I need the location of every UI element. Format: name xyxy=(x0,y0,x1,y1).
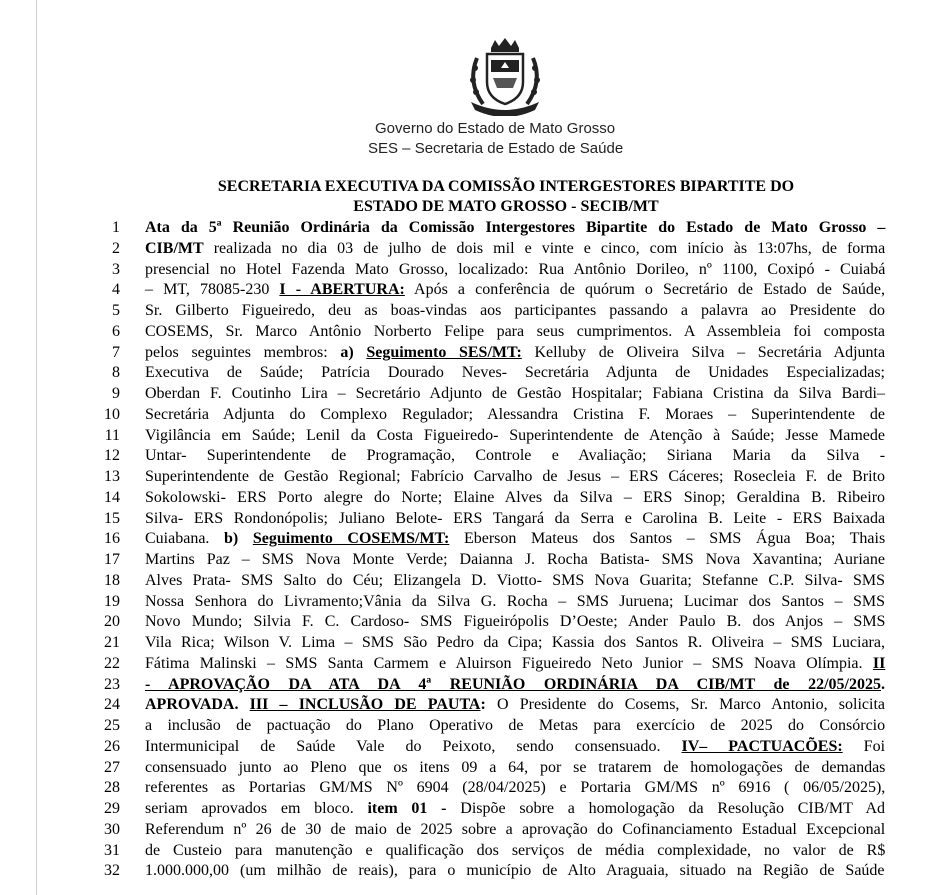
document-line xyxy=(0,695,941,716)
text-run: : xyxy=(480,696,486,714)
document-line xyxy=(0,301,941,322)
text-run: Oberdan F. Coutinho Lira – Secretário Adjunto de Gestão Hospitalar; Fabiana Cristina da Silva Bardi– xyxy=(145,385,885,402)
document-line xyxy=(0,488,941,509)
document-line xyxy=(0,799,941,820)
text-run: Intermunicipal de Saúde Vale do Peixoto, sendo consensuado. xyxy=(145,737,682,755)
document-line xyxy=(0,841,941,862)
text-run: COSEMS, Sr. Marco Antônio Norberto Felipe para seus cumprimentos. A Assembleia foi composta xyxy=(145,322,885,340)
line-number: 28 xyxy=(104,779,120,797)
text-run: Sokolowski- ERS Porto alegre do Norte; Elaine Alves da Silva – ERS Sinop; Geraldina B. Ribeiro xyxy=(145,488,886,506)
line-number: 29 xyxy=(104,800,120,817)
document-line xyxy=(0,260,941,281)
line-number: 10 xyxy=(104,405,120,423)
text-run: Nossa Senhora do Livramento;Vânia da Silva G. Rocha – SMS Juruena; Lucimar dos Santos – SMS xyxy=(145,592,885,610)
text-run xyxy=(354,344,367,361)
line-text xyxy=(145,716,885,736)
document-line xyxy=(0,467,941,488)
document-title-line-1: SECRETARIA EXECUTIVA DA COMISSÃO INTERGESTORES BIPARTITE DO xyxy=(217,178,795,195)
document-header xyxy=(0,0,941,170)
line-text xyxy=(145,467,885,487)
line-number: 24 xyxy=(104,696,120,714)
line-number: 13 xyxy=(104,468,120,485)
text-run: Silva- ERS Rondonópolis; Juliano Belote- ERS Tangará da Serra e Carolina B. Leite - ERS Baixada xyxy=(145,509,886,527)
text-run: Após a conferência de quórum o Secretário de Estado de Saúde, xyxy=(404,281,886,299)
text-run: Sr. Gilberto Figueiredo, deu as boas-vindas aos participantes passando a palavra ao Presidente do xyxy=(145,302,885,319)
line-number: 27 xyxy=(104,758,120,776)
text-run: II xyxy=(872,654,886,672)
line-number: 30 xyxy=(104,820,120,838)
document-line xyxy=(0,571,941,592)
document-line xyxy=(0,384,941,405)
line-text xyxy=(145,550,885,570)
minutes-body xyxy=(0,218,941,882)
document-line xyxy=(0,509,941,530)
line-text xyxy=(145,695,885,715)
line-text xyxy=(145,384,885,404)
document-line xyxy=(0,405,941,426)
document-line xyxy=(0,529,941,550)
line-text xyxy=(145,820,885,840)
text-run: IV– PACTUACÕES: xyxy=(681,737,843,755)
secretariat-name: SES – Secretaria de Estado de Saúde xyxy=(368,140,624,157)
text-run: APROVADA. xyxy=(145,696,250,714)
coat-of-arms-icon xyxy=(463,38,547,116)
line-number: 18 xyxy=(104,571,120,589)
line-number: 21 xyxy=(104,634,120,651)
text-run: Superintendente de Gestão Regional; Fabrício Carvalho de Jesus – ERS Cáceres; Rosecleia F. de Brito xyxy=(145,468,885,485)
line-text xyxy=(145,322,885,342)
line-text xyxy=(145,758,885,778)
text-run: seriam aprovados em bloco. xyxy=(145,800,368,817)
text-run: Seguimento SES/MT: xyxy=(366,343,522,361)
line-number: 32 xyxy=(104,862,120,880)
text-run: Alves Prata- SMS Salto do Céu; Elizangela D. Viotto- SMS Nova Guarita; Stefanne C.P. Silva- SMS xyxy=(145,571,885,589)
text-run: presencial no Hotel Fazenda Mato Grosso, localizado: Rua Antônio Dorileo, nº 1100, Coxipó - Cuiabá xyxy=(145,260,886,278)
text-run: Referendum nº 26 de 30 de maio de 2025 sobre a aprovação do Cofinanciamento Estadual Excepcional xyxy=(145,820,886,838)
line-text xyxy=(145,218,885,238)
line-number: 25 xyxy=(104,717,120,734)
text-run: b) xyxy=(224,530,239,548)
line-number: 9 xyxy=(112,385,120,402)
line-text xyxy=(145,363,885,383)
document-line xyxy=(0,861,941,882)
document-line xyxy=(0,446,941,467)
line-number: 12 xyxy=(104,447,120,465)
text-run: 1.000.000,00 (um milhão de reais), para o município de Alto Araguaia, situado na Região de Saúde xyxy=(145,862,885,880)
line-number: 2 xyxy=(112,239,120,257)
text-run: Foi xyxy=(842,737,886,755)
line-number: 7 xyxy=(112,343,120,361)
line-number: 11 xyxy=(104,426,120,444)
text-run: . xyxy=(881,675,885,693)
text-run: I - ABERTURA: xyxy=(279,281,405,299)
document-line xyxy=(0,633,941,654)
document-line xyxy=(0,820,941,841)
text-run: Martins Paz – SMS Nova Monte Verde; Daianna J. Rocha Batista- SMS Nova Xavantina; Auriane xyxy=(145,551,885,568)
text-run: de Custeio para manutenção e qualificação dos serviços de média complexidade, no valor de R$ xyxy=(145,841,886,859)
document-line xyxy=(0,612,941,633)
text-run: consensuado junto ao Pleno que os itens 09 a 64, por se tratarem de homologações de demandas xyxy=(145,758,886,776)
document-line xyxy=(0,675,941,696)
document-line xyxy=(0,280,941,301)
text-run: item 01 - xyxy=(367,800,447,817)
line-text xyxy=(145,675,885,695)
text-run: – MT, 78085-230 xyxy=(145,281,280,299)
line-number: 6 xyxy=(112,322,120,340)
line-text xyxy=(145,405,885,425)
text-run: Untar- Superintendente de Programação, Controle e Avaliação; Siriana Maria da Silva - xyxy=(145,447,886,465)
text-run: Fátima Malinski – SMS Santa Carmem e Aluirson Figueiredo Neto Junior – SMS Noava Olímpia. xyxy=(145,654,873,672)
line-number: 16 xyxy=(104,530,120,548)
text-run: Kelluby de Oliveira Silva – Secretária Adjunta xyxy=(521,343,886,361)
line-number: 26 xyxy=(104,737,120,755)
line-text xyxy=(145,841,885,861)
text-run xyxy=(238,530,253,547)
line-text xyxy=(145,260,885,280)
text-run: Dispõe sobre a homologação da Resolução CIB/MT Ad xyxy=(446,800,886,817)
text-run: a inclusão de pactuação do Plano Operativo de Metas para exercício de 2025 do Consórcio xyxy=(145,717,886,734)
line-number: 3 xyxy=(112,260,120,278)
document-line xyxy=(0,550,941,571)
line-number: 14 xyxy=(104,488,120,506)
line-text xyxy=(145,571,885,591)
text-run: a) xyxy=(340,343,354,361)
line-text xyxy=(145,239,885,259)
line-text xyxy=(145,737,885,757)
line-text xyxy=(145,799,885,819)
line-text xyxy=(145,280,885,300)
line-number: 17 xyxy=(104,551,120,568)
line-number: 4 xyxy=(112,281,120,299)
line-text xyxy=(145,654,885,674)
document-line xyxy=(0,716,941,737)
line-text xyxy=(145,778,885,798)
line-text xyxy=(145,509,885,529)
line-text xyxy=(145,426,885,446)
text-run: Novo Mundo; Silvia F. C. Cardoso- SMS Figueirópolis D’Oeste; Ander Paulo B. dos Anjos – SMS xyxy=(145,613,886,631)
line-text xyxy=(145,529,885,549)
text-run: referentes as Portarias GM/MS Nº 6904 (28/04/2025) e Portaria GM/MS nº 6916 ( 06/05/2025), xyxy=(145,779,886,797)
document-line xyxy=(0,778,941,799)
text-run: Seguimento COSEMS/MT: xyxy=(252,530,450,548)
document-line xyxy=(0,426,941,447)
text-run: Eberson Mateus dos Santos – SMS Água Boa; Thais xyxy=(449,530,886,548)
line-number: 1 xyxy=(112,219,120,236)
document-line xyxy=(0,758,941,779)
document-title xyxy=(120,177,892,217)
text-run: III – INCLUSÃO DE PAUTA xyxy=(249,696,481,714)
document-line xyxy=(0,343,941,364)
line-text xyxy=(145,301,885,321)
line-number: 31 xyxy=(104,841,120,859)
line-number: 8 xyxy=(112,364,120,382)
document-line xyxy=(0,239,941,260)
text-run: pelos seguintes membros: xyxy=(145,343,341,361)
line-number: 19 xyxy=(104,592,120,610)
line-number: 5 xyxy=(112,302,120,319)
document-line xyxy=(0,218,941,239)
text-run: Executiva de Saúde; Patrícia Dourado Neves- Secretária Adjunta de Unidades Especializadas; xyxy=(145,364,885,382)
text-run: - APROVAÇÃO DA ATA DA 4ª REUNIÃO ORDINÁRIA DA CIB/MT de 22/05/2025 xyxy=(145,675,881,693)
line-number: 23 xyxy=(104,675,120,693)
document-line xyxy=(0,592,941,613)
line-text xyxy=(145,861,885,881)
line-number: 22 xyxy=(104,654,120,672)
line-number: 15 xyxy=(104,509,120,527)
line-text xyxy=(145,488,885,508)
document-line xyxy=(0,737,941,758)
line-text xyxy=(145,592,885,612)
document-line xyxy=(0,322,941,343)
government-name: Governo do Estado de Mato Grosso xyxy=(375,120,616,137)
text-run: Vila Rica; Wilson V. Lima – SMS São Pedro da Cipa; Kassia dos Santos R. Oliveira – SMS Luciara, xyxy=(145,634,885,651)
text-run: Cuiabana. xyxy=(145,530,225,548)
document-line xyxy=(0,654,941,675)
line-number: 20 xyxy=(104,613,120,631)
document-line xyxy=(0,363,941,384)
text-run: Ata da 5ª Reunião Ordinária da Comissão Intergestores Bipartite do Estado de Mato Grosso – xyxy=(145,219,886,236)
line-text xyxy=(145,612,885,632)
text-run: Secretária Adjunta do Complexo Regulador; Alessandra Cristina F. Moraes – Superintendente de xyxy=(145,405,885,423)
document-title-line-2: ESTADO DE MATO GROSSO - SECIB/MT xyxy=(353,198,659,215)
line-text xyxy=(145,633,885,653)
text-run: O Presidente do Cosems, Sr. Marco Antonio, solicita xyxy=(485,696,886,714)
text-run: CIB/MT xyxy=(145,239,204,257)
line-text xyxy=(145,446,885,466)
text-run: Vigilância em Saúde; Lenil da Costa Figueiredo- Superintendente de Atenção à Saúde; Jesse Mamede xyxy=(145,426,885,444)
text-run: realizada no dia 03 de julho de dois mil e vinte e cinco, com início às 13:07hs, de forma xyxy=(203,239,886,257)
line-text xyxy=(145,343,885,363)
